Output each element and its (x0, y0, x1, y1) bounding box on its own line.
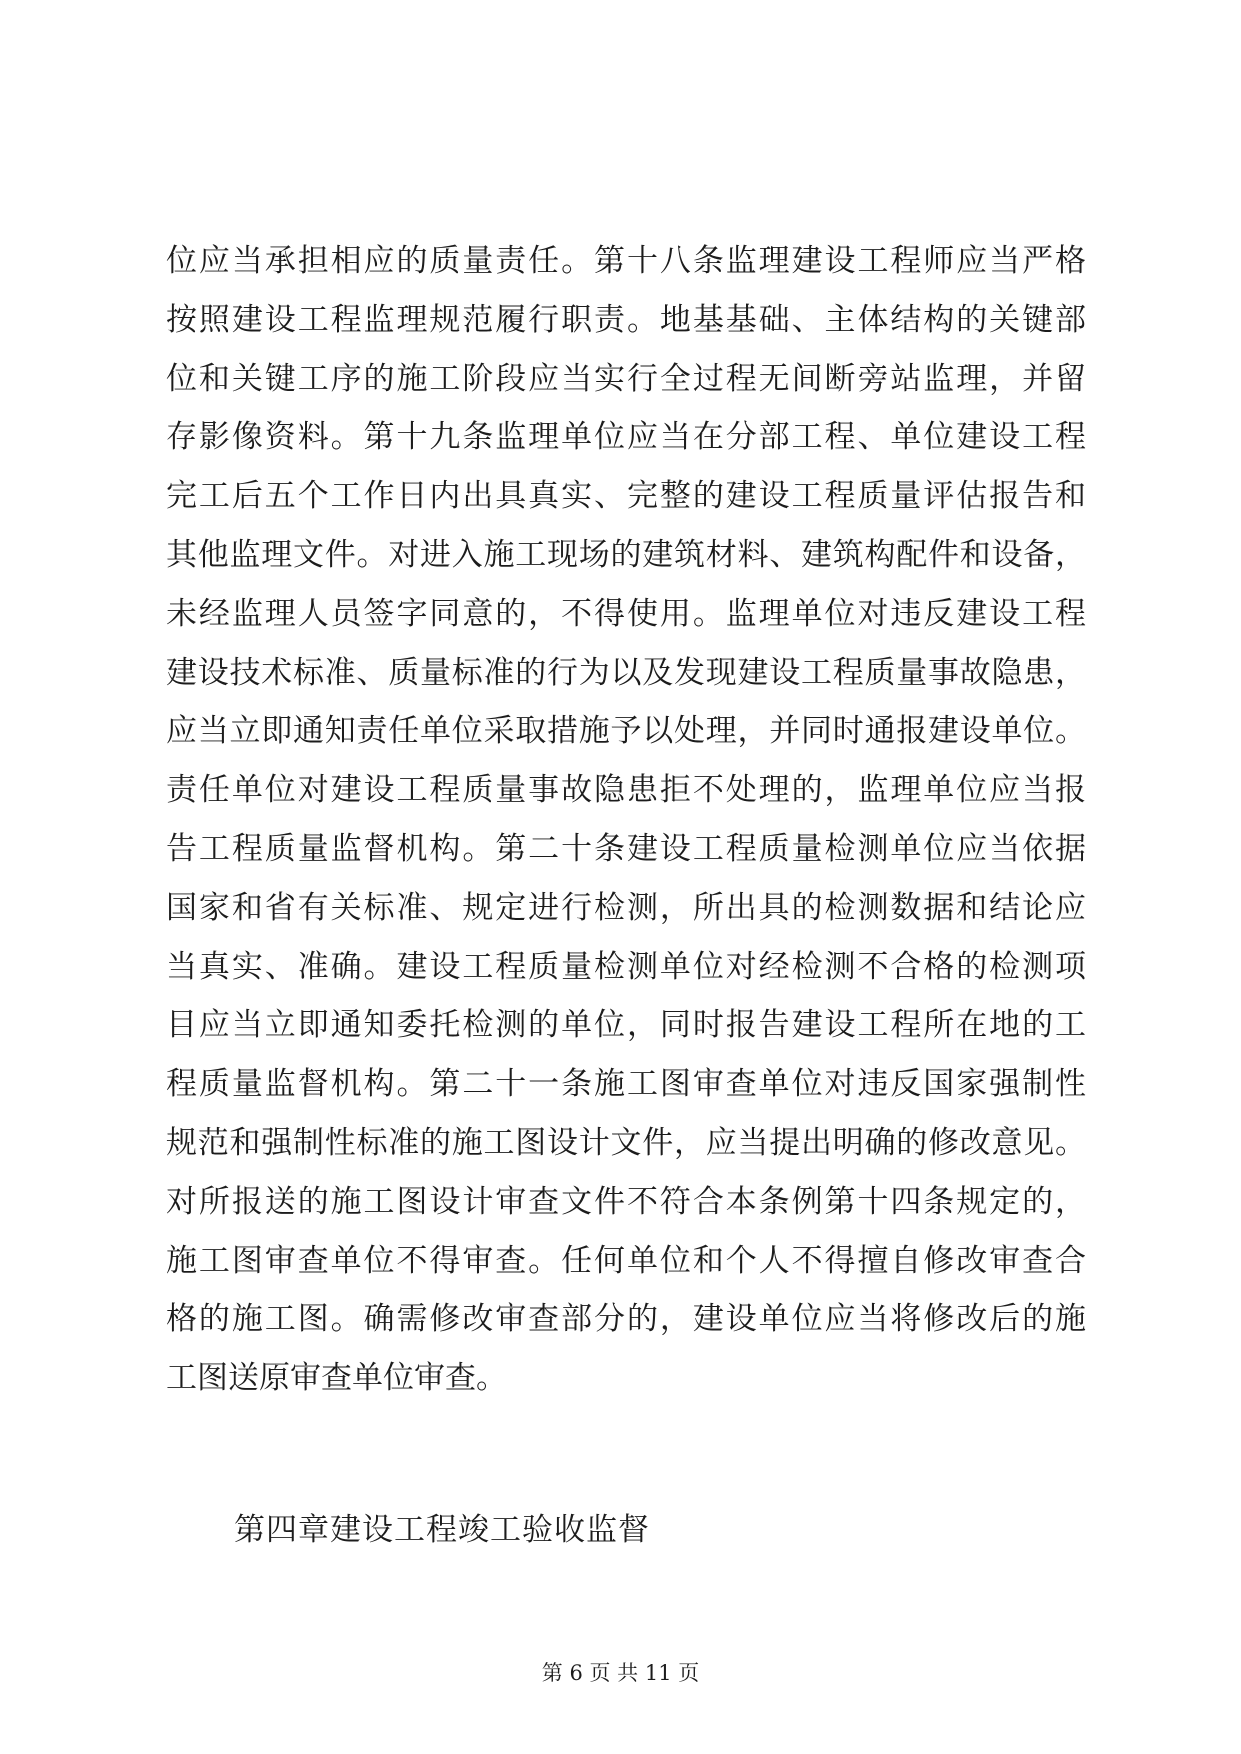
paragraph-line-8: 建设技术标准、质量标准的行为以及发现建设工程质量事故隐患， (166, 654, 1086, 691)
paragraph-line-12: 国家和省有关标准、规定进行检测，所出具的检测数据和结论应 (166, 889, 1086, 926)
paragraph-line-16: 规范和强制性标准的施工图设计文件，应当提出明确的修改意见。 (166, 1124, 1086, 1161)
paragraph-line-13: 当真实、准确。建设工程质量检测单位对经检测不合格的检测项 (166, 948, 1086, 985)
paragraph-line-7: 未经监理人员签字同意的，不得使用。监理单位对违反建设工程 (166, 595, 1086, 632)
paragraph-line-10: 责任单位对建设工程质量事故隐患拒不处理的，监理单位应当报 (166, 772, 1086, 809)
paragraph-line-15: 程质量监督机构。第二十一条施工图审查单位对违反国家强制性 (166, 1066, 1086, 1103)
paragraph-line-18: 施工图审查单位不得审查。任何单位和个人不得擅自修改审查合 (166, 1242, 1086, 1279)
chapter-heading: 第四章建设工程竣工验收监督 (234, 1512, 650, 1548)
paragraph-line-19: 格的施工图。确需修改审查部分的，建设单位应当将修改后的施 (166, 1301, 1086, 1338)
paragraph-line-5: 完工后五个工作日内出具真实、完整的建设工程质量评估报告和 (166, 478, 1086, 515)
paragraph-line-14: 目应当立即通知委托检测的单位，同时报告建设工程所在地的工 (166, 1007, 1086, 1044)
paragraph-line-9: 应当立即通知责任单位采取措施予以处理，并同时通报建设单位。 (166, 713, 1086, 750)
paragraph-line-6: 其他监理文件。对进入施工现场的建筑材料、建筑构配件和设备， (166, 536, 1086, 573)
paragraph-line-2: 按照建设工程监理规范履行职责。地基基础、主体结构的关键部 (166, 301, 1086, 338)
paragraph-line-11: 告工程质量监督机构。第二十条建设工程质量检测单位应当依据 (166, 830, 1086, 867)
paragraph-line-4: 存影像资料。第十九条监理单位应当在分部工程、单位建设工程 (166, 419, 1086, 456)
page-number-footer: 第 6 页 共 11 页 (541, 1661, 700, 1685)
body-paragraph (166, 232, 1086, 1408)
paragraph-line-17: 对所报送的施工图设计审查文件不符合本条例第十四条规定的， (166, 1183, 1086, 1220)
paragraph-line-3: 位和关键工序的施工阶段应当实行全过程无间断旁站监理，并留 (166, 360, 1086, 397)
paragraph-line-20: 工图送原审查单位审查。 (166, 1360, 507, 1397)
paragraph-line-1: 位应当承担相应的质量责任。第十八条监理建设工程师应当严格 (166, 243, 1086, 279)
